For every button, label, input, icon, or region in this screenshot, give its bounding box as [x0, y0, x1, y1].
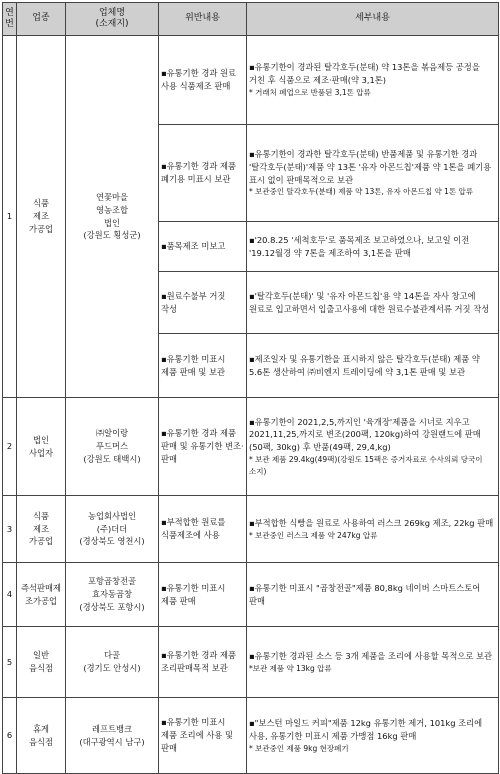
row-number: 6	[3, 698, 17, 774]
details-note: * 거래처 폐업으로 반품된 3,1톤 압류	[249, 88, 371, 98]
company-cell	[66, 627, 159, 698]
violation-cell: ▪유통기한 경과 원료 사용 식품제조 판매	[159, 36, 247, 125]
row-number: 4	[3, 563, 17, 627]
header-violation: 위반내용	[159, 3, 247, 36]
table-row	[3, 496, 499, 563]
violation-cell: ▪유통기한 미표시 제품 판매 및 보관	[159, 334, 247, 398]
company-region: (대구광역시 남구)	[79, 736, 145, 747]
industry-cell: 즉석판매제조가공업	[17, 563, 66, 627]
company-name: ㈜알이랑 푸드머스	[95, 428, 129, 452]
industry-cell: 식품 제조 가공업	[17, 496, 66, 563]
details-note: *보관 제품 약 13kg 압류	[249, 663, 332, 673]
header-row	[3, 3, 499, 36]
header-no: 연번	[3, 3, 17, 36]
violation-cell: ▪유통기한 경과 제품 조리판매목적 보관	[159, 627, 247, 698]
violation-cell: ▪유통기한 경과 제품 폐기용 미표시 보관	[159, 125, 247, 222]
company-name: 연꽃마을 영농조합 법인	[95, 191, 129, 228]
details-text: ▪유통기한 미표시 "곱창전골"제품 80,8kg 네이버 스마트스토어 판매	[249, 582, 481, 606]
company-name: 포항곱창전골 효자동곱창	[87, 576, 137, 600]
details-cell	[247, 272, 499, 334]
violation-table	[2, 2, 499, 774]
header-company: 업체명 (소재지)	[66, 3, 159, 36]
company-region: (강원도 횡성군)	[83, 230, 141, 241]
company-cell	[66, 398, 159, 496]
company-cell	[66, 698, 159, 774]
details-text: ▪'20.8.25 '세척호두'로 품목제조 보고하였으나, 보고일 이전 '19.12월경 약 7톤을 제조하여 3,1톤을 판매	[249, 234, 470, 258]
details-cell	[247, 125, 499, 222]
violation-cell: ▪유통기한 미표시 제품 판매	[159, 563, 247, 627]
details-text: ▪부적합한 식빵을 원료로 사용하여 러스크 269kg 제조, 22kg 판매	[249, 517, 494, 528]
industry-cell: 휴게 음식점	[17, 698, 66, 774]
details-text: ▪제조일자 및 유통기한을 표시하지 않은 탈각호두(분태) 제품 약 5.6톤 생산하여 ㈜비엔지 트레이딩에 약 3,1톤 판매 및 보관	[249, 353, 480, 377]
violation-cell: ▪원료수불부 거짓 작성	[159, 272, 247, 334]
details-text: ▪"보스턴 마일드 커피"제품 12kg 유통기한 제거, 101kg 조리에 사용, 유통기한 미표시 제품 가맹점 16kg 판매	[249, 717, 483, 741]
table-row	[3, 36, 499, 125]
details-note: * 보관 제품 29.4kg(49팩)(강원도 15팩은 증거자료로 수사의뢰 당국이 소지)	[249, 455, 483, 476]
details-text: ▪유통기한 경과된 소스 등 3개 제품을 조리에 사용할 목적으로 보관	[249, 650, 493, 661]
table-row	[3, 627, 499, 698]
details-cell	[247, 563, 499, 627]
company-region: (경기도 안성시)	[83, 663, 141, 673]
company-cell	[66, 563, 159, 627]
details-cell	[247, 398, 499, 496]
table-row	[3, 398, 499, 496]
table-row	[3, 563, 499, 627]
company-name: 다골	[103, 650, 121, 661]
table-row	[3, 698, 499, 774]
details-cell	[247, 698, 499, 774]
industry-cell: 식품 제조 가공업	[17, 36, 66, 398]
violation-cell: ▪유통기한 미표시 제품 조리에 사용 및 판매	[159, 698, 247, 774]
details-text: ▪유통기한이 2021,2,5,까지인 '육개장'제품을 시너로 지우고 2021,11,25,까지로 변조(200팩, 120kg)하여 강원랜드에 판매(50팩, 30kg) 후 반품(49팩, 29,4,kg)	[249, 416, 481, 453]
company-region: (강원도 태백시)	[83, 453, 141, 464]
details-text: ▪유통기한이 경과한 탈각호두(분태) 반품제품 및 유통기한 경과 '탈각호두(분태)'제품 약 13톤 '유자 아몬드칩'제품 약 1톤을 폐기용 표시 없이 판매목적으로 보관	[249, 148, 492, 185]
details-text: ▪'탈각호두(분태)' 및 '유자 아몬드칩'용 약 14톤을 자사 창고에 원료로 입고하면서 입출고사용에 대한 원료수불관계서류 거짓 작성	[249, 290, 490, 314]
company-name: 농업회사법인 (주)더더	[87, 510, 137, 534]
industry-cell: 일반 음식점	[17, 627, 66, 698]
row-number: 5	[3, 627, 17, 698]
company-region: (경상북도 포항시)	[79, 601, 145, 612]
company-name: 레프트뱅크	[91, 723, 133, 734]
details-cell	[247, 334, 499, 398]
details-note: * 보관중인 제품 9kg 현장폐기	[249, 743, 349, 753]
violation-cell: ▪유통기한 경과 제품 판매 및 유통기한 변조·판매	[159, 398, 247, 496]
details-cell	[247, 222, 499, 272]
details-cell	[247, 36, 499, 125]
violation-cell: ▪부적합한 원료를 식품제조에 사용	[159, 496, 247, 563]
row-number: 1	[3, 36, 17, 398]
company-cell	[66, 496, 159, 563]
header-details: 세부내용	[247, 3, 499, 36]
company-region: (경상북도 영천시)	[79, 536, 145, 547]
header-industry: 업종	[17, 3, 66, 36]
violation-cell: ▪품목제조 미보고	[159, 222, 247, 272]
company-cell	[66, 36, 159, 398]
details-cell	[247, 496, 499, 563]
details-note: * 보관중인 러스크 제품 약 247kg 압류	[249, 530, 378, 540]
details-text: ▪유통기한이 경과된 탈각호두(분태) 약 13톤을 볶음제등 공정을 거친 후 식품으로 제조·판매(약 3,1톤)	[249, 62, 480, 86]
industry-cell: 법인 사업자	[17, 398, 66, 496]
row-number: 2	[3, 398, 17, 496]
details-note: * 보관중인 탈각호두(분태) 제품 약 13톤, 유자 아몬드칩 약 1톤 압류	[249, 187, 474, 197]
details-cell	[247, 627, 499, 698]
row-number: 3	[3, 496, 17, 563]
